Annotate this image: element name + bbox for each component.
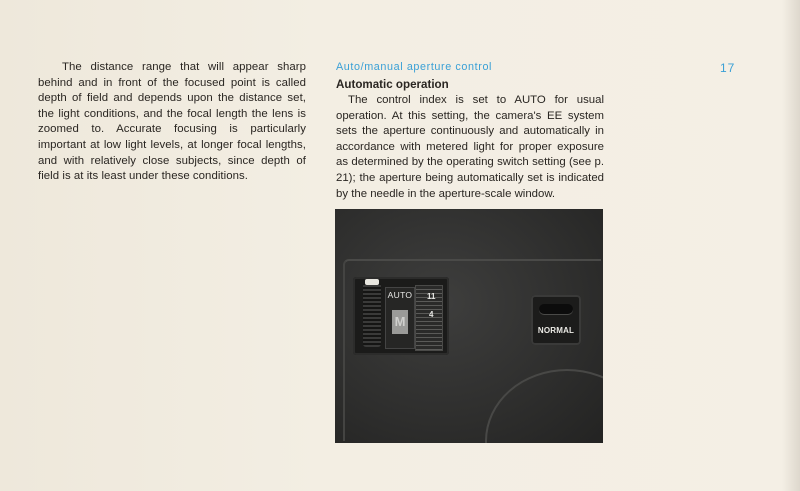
manual-mode-letter: M <box>392 310 408 334</box>
depth-of-field-paragraph: The distance range that will appear sharp behind and in front of the focused point is called depth of field and depends upon the distance set, the light conditions, and the focal length the lens is zoomed to. Accurate focusing is particularly important at low light levels, at longer focal lengths, and with relatively close subjects, since depth of field is at its least under these conditions. <box>38 61 306 183</box>
normal-switch-slot <box>539 304 573 314</box>
left-column <box>38 60 306 185</box>
page-number: 17 <box>720 61 736 75</box>
aperture-control-housing <box>353 277 449 355</box>
automatic-operation-paragraph: The control index is set to AUTO for usual operation. At this setting, the camera's EE system sets the aperture continuously and automatically in accordance with metered light for proper exposure as determined by the operating switch setting (see p. 21); the aperture being automatically set is indicated by the needle in the aperture-scale window. <box>336 94 604 200</box>
auto-label: AUTO <box>387 290 413 300</box>
section-title: Auto/manual aperture control <box>336 61 493 73</box>
normal-switch-housing <box>531 295 581 345</box>
subheading: Automatic operation <box>336 78 449 91</box>
mode-window <box>385 287 415 349</box>
page-gutter-shadow <box>782 0 800 491</box>
scale-number-mid: 4 <box>429 310 434 319</box>
dial-index-mark <box>365 279 379 285</box>
scale-number-top: 11 <box>427 292 436 301</box>
aperture-scale-window <box>415 285 443 351</box>
right-column <box>336 60 604 202</box>
camera-controls-photo <box>335 209 603 443</box>
aperture-dial <box>363 283 381 347</box>
normal-label: NORMAL <box>537 326 575 335</box>
